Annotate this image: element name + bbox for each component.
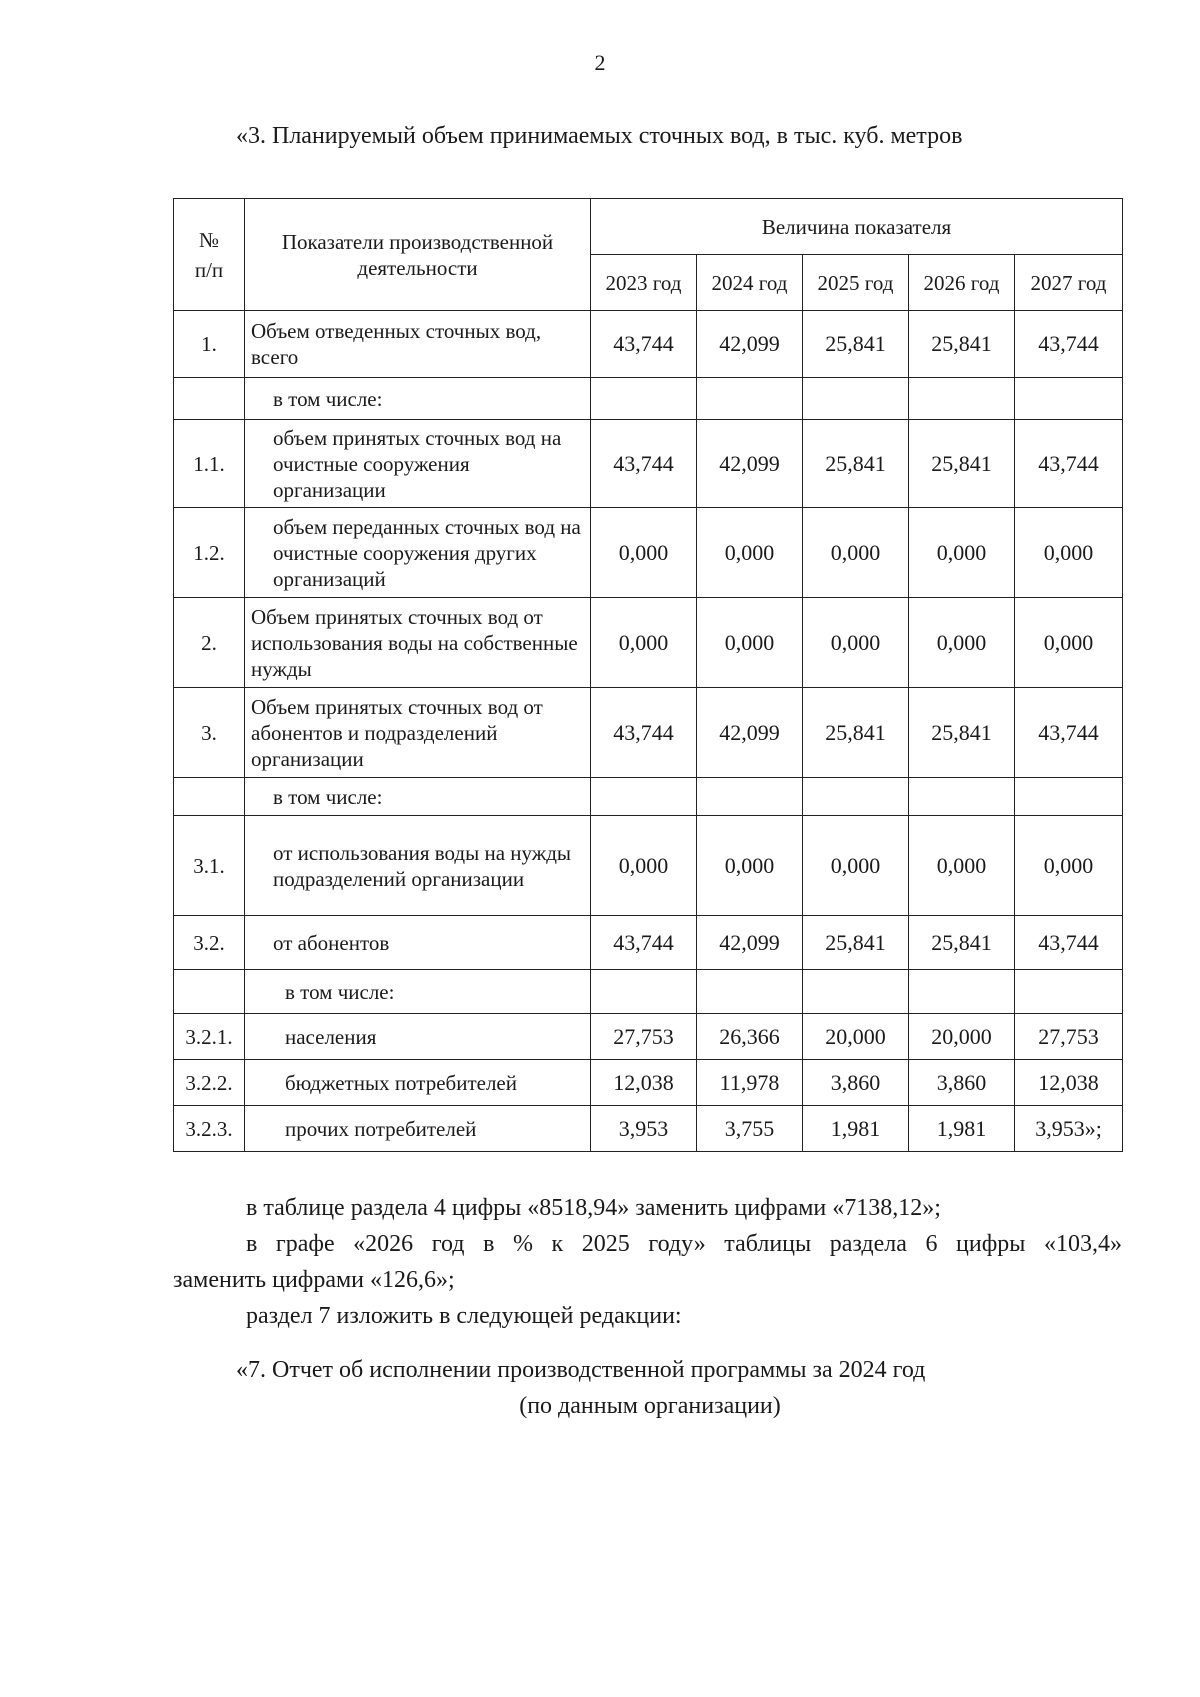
row-label: в том числе: xyxy=(245,778,591,816)
row-value xyxy=(909,778,1015,816)
row-value: 0,000 xyxy=(1015,816,1123,916)
row-value: 42,099 xyxy=(697,311,803,378)
row-value: 0,000 xyxy=(591,598,697,688)
row-value: 0,000 xyxy=(803,598,909,688)
row-value: 25,841 xyxy=(909,916,1015,970)
row-value xyxy=(697,378,803,420)
paragraph-continuation: заменить цифрами «126,6»; xyxy=(173,1267,455,1293)
table-row xyxy=(174,688,1123,778)
table-row xyxy=(174,970,1123,1014)
row-value: 11,978 xyxy=(697,1060,803,1106)
row-value: 0,000 xyxy=(909,508,1015,598)
row-value: 43,744 xyxy=(591,311,697,378)
header-year: 2026 год xyxy=(909,255,1015,311)
row-value: 25,841 xyxy=(909,311,1015,378)
row-value: 43,744 xyxy=(1015,916,1123,970)
row-value: 0,000 xyxy=(1015,508,1123,598)
row-label: Объем принятых сточных вод от использования воды на собственные нужды xyxy=(245,598,591,688)
paragraph-section-7: раздел 7 изложить в следующей редакции: xyxy=(246,1303,682,1329)
row-value xyxy=(1015,778,1123,816)
row-value: 43,744 xyxy=(1015,688,1123,778)
paragraph-line: в графе «2026 год в % к 2025 году» таблицы раздела 6 цифры «103,4» xyxy=(246,1231,1122,1257)
row-value xyxy=(591,970,697,1014)
row-num: 3.2.2. xyxy=(174,1060,245,1106)
page-number: 2 xyxy=(594,50,606,75)
table-row xyxy=(174,816,1123,916)
row-num: 1.1. xyxy=(174,420,245,508)
header-value-group: Величина показателя xyxy=(591,199,1123,255)
row-num: 3.2. xyxy=(174,916,245,970)
row-value: 3,755 xyxy=(697,1106,803,1152)
row-label: в том числе: xyxy=(245,970,591,1014)
row-num xyxy=(174,970,245,1014)
row-label: от использования воды на нужды подразделений организации xyxy=(245,816,591,916)
paragraph-table-4-change: в таблице раздела 4 цифры «8518,94» заменить цифрами «7138,12»; xyxy=(246,1195,941,1221)
table-row xyxy=(174,598,1123,688)
table-row xyxy=(174,508,1123,598)
row-value: 0,000 xyxy=(803,816,909,916)
header-year: 2023 год xyxy=(591,255,697,311)
row-value: 12,038 xyxy=(1015,1060,1123,1106)
row-value: 12,038 xyxy=(591,1060,697,1106)
row-value: 42,099 xyxy=(697,688,803,778)
row-value xyxy=(1015,970,1123,1014)
row-value: 0,000 xyxy=(803,508,909,598)
row-label: в том числе: xyxy=(245,378,591,420)
row-value: 20,000 xyxy=(803,1014,909,1060)
row-value xyxy=(803,778,909,816)
row-num: 3.2.1. xyxy=(174,1014,245,1060)
row-value: 27,753 xyxy=(1015,1014,1123,1060)
row-value: 25,841 xyxy=(909,420,1015,508)
row-value xyxy=(803,970,909,1014)
row-value xyxy=(803,378,909,420)
row-value: 43,744 xyxy=(591,916,697,970)
row-label: от абонентов xyxy=(245,916,591,970)
row-value xyxy=(591,778,697,816)
table-row xyxy=(174,1060,1123,1106)
row-label: прочих потребителей xyxy=(245,1106,591,1152)
wastewater-table xyxy=(173,198,1123,1152)
row-num: 2. xyxy=(174,598,245,688)
row-value: 0,000 xyxy=(909,816,1015,916)
row-value: 25,841 xyxy=(803,916,909,970)
row-value: 3,953 xyxy=(591,1106,697,1152)
row-value xyxy=(909,378,1015,420)
row-value: 3,860 xyxy=(803,1060,909,1106)
row-value: 0,000 xyxy=(1015,598,1123,688)
table-row xyxy=(174,916,1123,970)
header-num: № п/п xyxy=(174,199,245,311)
paragraph-table-6-change xyxy=(173,1231,1122,1258)
table-row xyxy=(174,1106,1123,1152)
row-value: 43,744 xyxy=(1015,420,1123,508)
row-num: 3.2.3. xyxy=(174,1106,245,1152)
row-value: 3,860 xyxy=(909,1060,1015,1106)
row-label: Объем принятых сточных вод от абонентов и подразделений организации xyxy=(245,688,591,778)
row-label: объем принятых сточных вод на очистные сооружения организации xyxy=(245,420,591,508)
row-value: 0,000 xyxy=(591,816,697,916)
row-value xyxy=(909,970,1015,1014)
section-title: «3. Планируемый объем принимаемых сточных вод, в тыс. куб. метров xyxy=(236,123,963,149)
row-value: 42,099 xyxy=(697,916,803,970)
row-value xyxy=(697,970,803,1014)
row-value: 1,981 xyxy=(803,1106,909,1152)
header-year: 2027 год xyxy=(1015,255,1123,311)
row-value: 43,744 xyxy=(1015,311,1123,378)
row-num: 3.1. xyxy=(174,816,245,916)
row-value: 0,000 xyxy=(697,816,803,916)
row-label: населения xyxy=(245,1014,591,1060)
row-value: 42,099 xyxy=(697,420,803,508)
table-row xyxy=(174,311,1123,378)
row-value: 3,953»; xyxy=(1015,1106,1123,1152)
row-num: 1.2. xyxy=(174,508,245,598)
row-value: 27,753 xyxy=(591,1014,697,1060)
row-value: 20,000 xyxy=(909,1014,1015,1060)
row-num xyxy=(174,378,245,420)
row-value: 43,744 xyxy=(591,420,697,508)
header-year: 2025 год xyxy=(803,255,909,311)
row-value: 0,000 xyxy=(909,598,1015,688)
row-value: 25,841 xyxy=(803,420,909,508)
section-7-subtitle: (по данным организации) xyxy=(519,1393,781,1419)
row-num: 1. xyxy=(174,311,245,378)
table-row xyxy=(174,778,1123,816)
row-value: 1,981 xyxy=(909,1106,1015,1152)
table-row xyxy=(174,378,1123,420)
section-7-title: «7. Отчет об исполнении производственной программы за 2024 год xyxy=(236,1357,926,1383)
row-value: 26,366 xyxy=(697,1014,803,1060)
row-label: объем переданных сточных вод на очистные сооружения других организаций xyxy=(245,508,591,598)
row-value: 43,744 xyxy=(591,688,697,778)
row-value xyxy=(697,778,803,816)
row-value xyxy=(1015,378,1123,420)
row-num xyxy=(174,778,245,816)
row-value: 0,000 xyxy=(591,508,697,598)
header-indicator: Показатели производственной деятельности xyxy=(245,199,591,311)
row-value: 25,841 xyxy=(803,688,909,778)
row-num: 3. xyxy=(174,688,245,778)
row-value: 0,000 xyxy=(697,508,803,598)
row-label: бюджетных потребителей xyxy=(245,1060,591,1106)
row-value xyxy=(591,378,697,420)
row-value: 25,841 xyxy=(909,688,1015,778)
row-label: Объем отведенных сточных вод, всего xyxy=(245,311,591,378)
header-year: 2024 год xyxy=(697,255,803,311)
row-value: 0,000 xyxy=(697,598,803,688)
table-row xyxy=(174,1014,1123,1060)
table-row xyxy=(174,420,1123,508)
row-value: 25,841 xyxy=(803,311,909,378)
